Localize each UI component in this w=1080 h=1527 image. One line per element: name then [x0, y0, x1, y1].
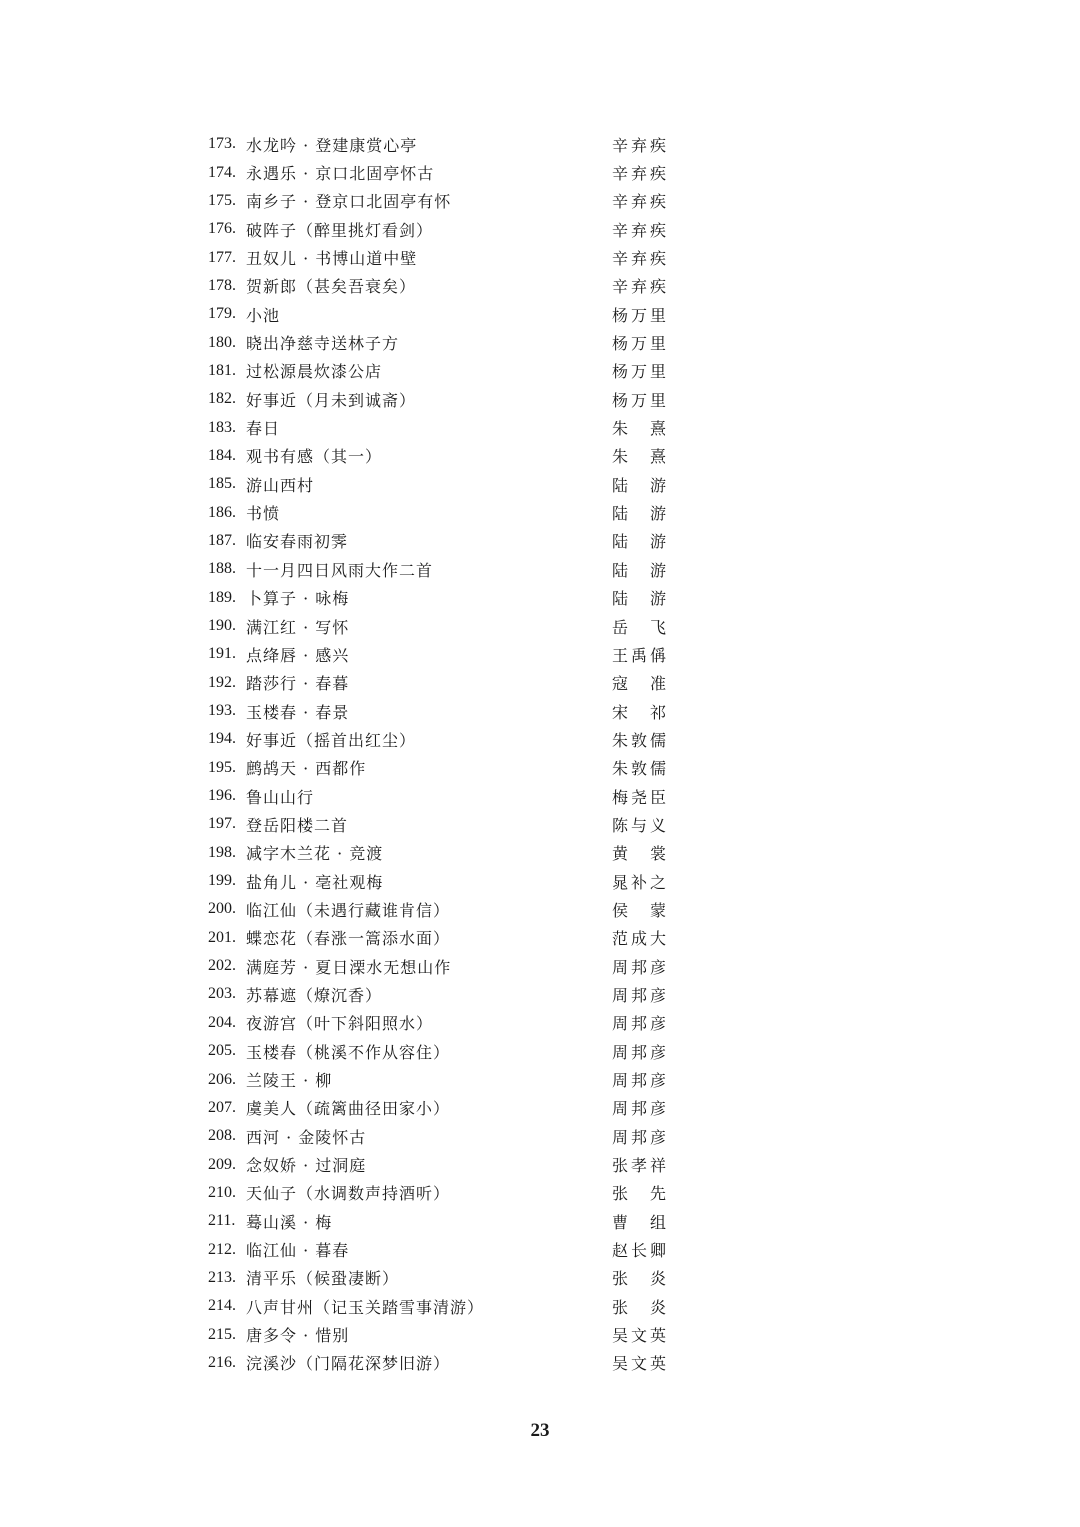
poem-title: 玉楼春 · 春景 — [246, 702, 350, 722]
list-item — [208, 952, 668, 980]
poem-author: 朱敦儒 — [612, 759, 668, 779]
entry-number: 193. — [208, 702, 236, 720]
list-item — [208, 924, 668, 952]
poem-author: 张炎 — [612, 1269, 668, 1289]
poem-title: 临江仙（未遇行藏谁肯信） — [246, 900, 451, 920]
entry-number: 203. — [208, 985, 236, 1003]
poem-author: 范成大 — [612, 929, 668, 949]
poem-author: 辛弃疾 — [612, 277, 668, 297]
list-item — [208, 328, 668, 356]
list-item — [208, 839, 668, 867]
list-item — [208, 612, 668, 640]
poem-title: 晓出净慈寺送林子方 — [246, 334, 400, 354]
list-item — [208, 158, 668, 186]
entry-number: 181. — [208, 361, 236, 379]
poem-title: 八声甘州（记玉关踏雪事清游） — [246, 1297, 485, 1317]
poem-author: 张孝祥 — [612, 1156, 668, 1176]
poem-author: 周邦彦 — [612, 1014, 668, 1034]
list-item — [208, 725, 668, 753]
poem-title: 卜算子 · 咏梅 — [246, 589, 350, 609]
list-item — [208, 1094, 668, 1122]
list-item — [208, 640, 668, 668]
list-item — [208, 810, 668, 838]
poem-title: 减字木兰花 · 竞渡 — [246, 844, 384, 864]
poem-title: 破阵子（醉里挑灯看剑） — [246, 220, 434, 240]
poem-author: 陈与义 — [612, 815, 668, 835]
entry-number: 206. — [208, 1070, 236, 1088]
poem-author: 赵长卿 — [612, 1241, 668, 1261]
entry-number: 178. — [208, 276, 236, 294]
poem-title: 游山西村 — [246, 475, 315, 495]
list-item — [208, 1292, 668, 1320]
poem-author: 杨万里 — [612, 390, 668, 410]
poem-author: 侯蒙 — [612, 900, 668, 920]
entry-number: 192. — [208, 673, 236, 691]
poem-author: 寇准 — [612, 674, 668, 694]
poem-title: 鲁山山行 — [246, 787, 315, 807]
poem-title: 好事近（摇首出红尘） — [246, 730, 417, 750]
poem-author: 陆游 — [612, 532, 668, 552]
poem-author: 辛弃疾 — [612, 135, 668, 155]
entry-number: 197. — [208, 815, 236, 833]
poem-author: 周邦彦 — [612, 985, 668, 1005]
entry-number: 207. — [208, 1098, 236, 1116]
entry-number: 188. — [208, 560, 236, 578]
list-item — [208, 470, 668, 498]
entry-number: 174. — [208, 163, 236, 181]
poem-author: 梅尧臣 — [612, 787, 668, 807]
list-item — [208, 1150, 668, 1178]
list-item — [208, 527, 668, 555]
entry-number: 198. — [208, 843, 236, 861]
poem-title: 登岳阳楼二首 — [246, 815, 349, 835]
entry-number: 176. — [208, 220, 236, 238]
entry-number: 183. — [208, 418, 236, 436]
entry-number: 189. — [208, 588, 236, 606]
entry-number: 200. — [208, 900, 236, 918]
poem-title: 唐多令 · 惜别 — [246, 1326, 350, 1346]
entry-number: 173. — [208, 135, 236, 153]
entry-number: 185. — [208, 475, 236, 493]
list-item — [208, 1009, 668, 1037]
poem-title: 好事近（月未到诚斋） — [246, 390, 417, 410]
entry-number: 199. — [208, 872, 236, 890]
poem-title: 永遇乐 · 京口北固亭怀古 — [246, 164, 435, 184]
entry-number: 194. — [208, 730, 236, 748]
list-item — [208, 243, 668, 271]
entry-number: 182. — [208, 390, 236, 408]
list-item — [208, 130, 668, 158]
poem-title: 鹧鸪天 · 西都作 — [246, 759, 367, 779]
poem-author: 杨万里 — [612, 362, 668, 382]
poem-title: 盐角儿 · 亳社观梅 — [246, 872, 384, 892]
poem-author: 黄裳 — [612, 844, 668, 864]
list-item — [208, 300, 668, 328]
entry-number: 214. — [208, 1297, 236, 1315]
list-item — [208, 413, 668, 441]
entry-number: 177. — [208, 248, 236, 266]
poem-title: 过松源晨炊漆公店 — [246, 362, 383, 382]
poem-author: 周邦彦 — [612, 1042, 668, 1062]
poem-title: 点绛唇 · 感兴 — [246, 645, 350, 665]
list-item — [208, 669, 668, 697]
poem-title: 蓦山溪 · 梅 — [246, 1212, 333, 1232]
poem-author: 周邦彦 — [612, 1127, 668, 1147]
poem-author: 曹组 — [612, 1212, 668, 1232]
poem-title: 水龙吟 · 登建康赏心亭 — [246, 135, 418, 155]
poem-title: 蝶恋花（春涨一篙添水面） — [246, 929, 451, 949]
poem-author: 吴文英 — [612, 1326, 668, 1346]
entry-number: 208. — [208, 1127, 236, 1145]
poem-author: 朱熹 — [612, 447, 668, 467]
poem-author: 王禹偁 — [612, 645, 668, 665]
poem-title: 观书有感（其一） — [246, 447, 383, 467]
list-item — [208, 1179, 668, 1207]
poem-title: 南乡子 · 登京口北固亭有怀 — [246, 192, 452, 212]
entry-number: 175. — [208, 191, 236, 209]
entry-number: 191. — [208, 645, 236, 663]
list-item — [208, 697, 668, 725]
poem-author: 陆游 — [612, 589, 668, 609]
list-item — [208, 187, 668, 215]
poem-title: 十一月四日风雨大作二首 — [246, 560, 434, 580]
poem-author: 张炎 — [612, 1297, 668, 1317]
list-item — [208, 1122, 668, 1150]
poem-author: 辛弃疾 — [612, 220, 668, 240]
poem-author: 朱熹 — [612, 419, 668, 439]
poem-title: 浣溪沙（门隔花深梦旧游） — [246, 1354, 451, 1374]
poem-title: 临江仙 · 暮春 — [246, 1241, 350, 1261]
poem-title: 玉楼春（桃溪不作从容住） — [246, 1042, 451, 1062]
list-item — [208, 1320, 668, 1348]
list-item — [208, 357, 668, 385]
list-item — [208, 1349, 668, 1377]
entry-number: 184. — [208, 446, 236, 464]
poem-title: 小池 — [246, 305, 281, 325]
list-item — [208, 1264, 668, 1292]
list-item — [208, 1235, 668, 1263]
poem-title: 清平乐（候蛩凄断） — [246, 1269, 400, 1289]
poem-author: 周邦彦 — [612, 1071, 668, 1091]
list-item — [208, 754, 668, 782]
list-item — [208, 1065, 668, 1093]
entry-number: 196. — [208, 787, 236, 805]
poem-title: 天仙子（水调数声持酒听） — [246, 1184, 451, 1204]
entry-number: 180. — [208, 333, 236, 351]
poem-author: 辛弃疾 — [612, 164, 668, 184]
page-number: 23 — [530, 1420, 550, 1441]
entry-number: 202. — [208, 957, 236, 975]
entry-number: 209. — [208, 1155, 236, 1173]
list-item — [208, 980, 668, 1008]
list-item — [208, 867, 668, 895]
poem-title: 夜游宫（叶下斜阳照水） — [246, 1014, 434, 1034]
poem-author: 周邦彦 — [612, 957, 668, 977]
poem-title: 苏幕遮（燎沉香） — [246, 985, 383, 1005]
poem-author: 朱敦儒 — [612, 730, 668, 750]
poem-title: 临安春雨初霁 — [246, 532, 349, 552]
poem-author: 陆游 — [612, 560, 668, 580]
poem-title: 春日 — [246, 419, 281, 439]
poem-author: 周邦彦 — [612, 1099, 668, 1119]
entry-number: 186. — [208, 503, 236, 521]
poem-author: 宋祁 — [612, 702, 668, 722]
poem-title: 兰陵王 · 柳 — [246, 1071, 333, 1091]
list-item — [208, 895, 668, 923]
poem-author: 陆游 — [612, 475, 668, 495]
poem-title: 虞美人（疏篱曲径田家小） — [246, 1099, 451, 1119]
list-item — [208, 272, 668, 300]
poem-author: 吴文英 — [612, 1354, 668, 1374]
poem-title: 书愤 — [246, 504, 281, 524]
list-item — [208, 442, 668, 470]
poem-author: 辛弃疾 — [612, 249, 668, 269]
poem-author: 杨万里 — [612, 305, 668, 325]
entry-number: 179. — [208, 305, 236, 323]
entry-number: 205. — [208, 1042, 236, 1060]
list-item — [208, 385, 668, 413]
poem-title: 满江红 · 写怀 — [246, 617, 350, 637]
poem-title: 西河 · 金陵怀古 — [246, 1127, 367, 1147]
poem-list — [208, 130, 668, 1377]
poem-author: 岳飞 — [612, 617, 668, 637]
entry-number: 195. — [208, 758, 236, 776]
entry-number: 213. — [208, 1268, 236, 1286]
poem-author: 陆游 — [612, 504, 668, 524]
poem-author: 杨万里 — [612, 334, 668, 354]
list-item — [208, 782, 668, 810]
poem-title: 满庭芳 · 夏日溧水无想山作 — [246, 957, 452, 977]
entry-number: 190. — [208, 617, 236, 635]
entry-number: 212. — [208, 1240, 236, 1258]
entry-number: 187. — [208, 531, 236, 549]
entry-number: 211. — [208, 1212, 236, 1230]
poem-title: 念奴娇 · 过洞庭 — [246, 1156, 367, 1176]
list-item — [208, 584, 668, 612]
entry-number: 215. — [208, 1325, 236, 1343]
entry-number: 210. — [208, 1183, 236, 1201]
list-item — [208, 498, 668, 526]
list-item — [208, 1037, 668, 1065]
poem-author: 张先 — [612, 1184, 668, 1204]
list-item — [208, 1207, 668, 1235]
poem-title: 踏莎行 · 春暮 — [246, 674, 350, 694]
entry-number: 204. — [208, 1013, 236, 1031]
poem-title: 丑奴儿 · 书博山道中壁 — [246, 249, 418, 269]
entry-number: 201. — [208, 928, 236, 946]
poem-author: 晁补之 — [612, 872, 668, 892]
entry-number: 216. — [208, 1353, 236, 1371]
poem-title: 贺新郎（甚矣吾衰矣） — [246, 277, 417, 297]
list-item — [208, 555, 668, 583]
list-item — [208, 215, 668, 243]
poem-author: 辛弃疾 — [612, 192, 668, 212]
